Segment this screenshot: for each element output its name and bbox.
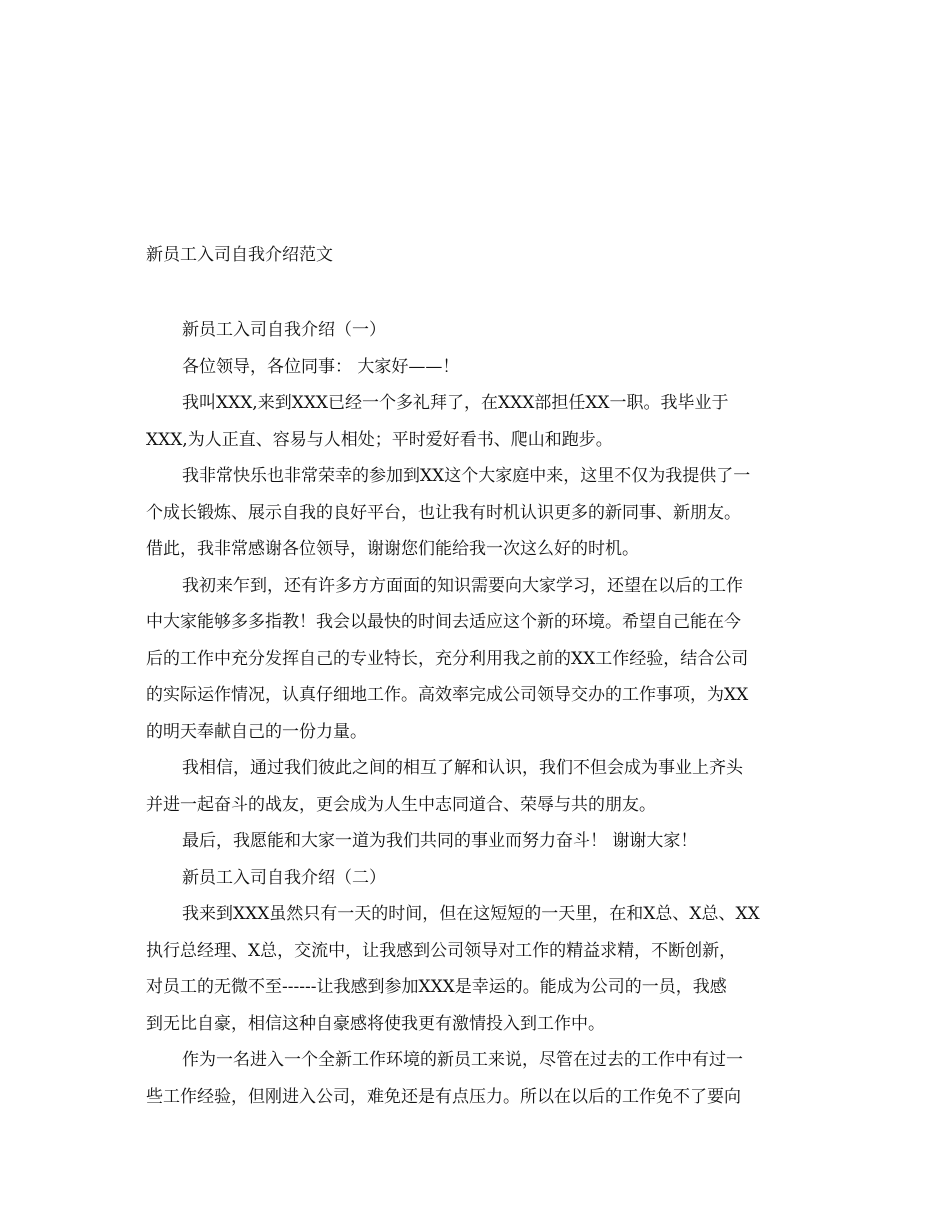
paragraph-line: 最后，我愿能和大家一道为我们共同的事业而努力奋斗！ 谢谢大家！ [182, 831, 698, 851]
paragraph-line: 的实际运作情况，认真仔细地工作。高效率完成公司领导交办的工作事项，为XX [146, 685, 749, 705]
paragraph-line: 我叫XXX,来到XXX已经一个多礼拜了，在XXX部担任XX一职。我毕业于 [182, 393, 729, 413]
paragraph-line: 作为一名进入一个全新工作环境的新员工来说，尽管在过去的工作中有过一 [182, 1050, 743, 1070]
document-body [146, 312, 806, 1115]
paragraph-line: 并进一起奋斗的战友，更会成为人生中志同道合、荣辱与共的朋友。 [146, 794, 656, 815]
paragraph-line: 我相信，通过我们彼此之间的相互了解和认识，我们不但会成为事业上齐头 [182, 758, 743, 778]
paragraph-line: 些工作经验，但刚进入公司，难免还是有点压力。所以在以后的工作免不了要向 [146, 1086, 741, 1107]
paragraph-line: 到无比自豪，相信这种自豪感将使我更有激情投入到工作中。 [146, 1013, 605, 1034]
paragraph-line: 我初来乍到，还有许多方方面面的知识需要向大家学习，还望在以后的工作 [182, 575, 743, 596]
section-heading: 新员工入司自我介绍（二） [182, 867, 386, 888]
paragraph-line: 我来到XXX虽然只有一天的时间，但在这短短的一天里，在和X总、X总、XX [182, 904, 760, 924]
paragraph-line: 我非常快乐也非常荣幸的参加到XX这个大家庭中来，这里不仅为我提供了一 [182, 466, 751, 486]
paragraph-line: XXX,为人正直、容易与人相处；平时爱好看书、爬山和跑步。 [146, 429, 613, 450]
document-title: 新员工入司自我介绍范文 [146, 245, 333, 265]
paragraph-line: 中大家能够多多指教！我会以最快的时间去适应这个新的环境。希望自己能在今 [146, 612, 741, 632]
paragraph-line: 个成长锻炼、展示自我的良好平台，也让我有时机认识更多的新同事、新朋友。 [146, 502, 741, 523]
paragraph-line: 后的工作中充分发挥自己的专业特长，充分利用我之前的XX工作经验，结合公司 [146, 648, 749, 669]
section-heading: 新员工入司自我介绍（一） [182, 320, 386, 340]
paragraph-line: 各位领导，各位同事： 大家好——！ [182, 356, 460, 377]
paragraph-line: 借此，我非常感谢各位领导，谢谢您们能给我一次这么好的时机。 [146, 539, 639, 559]
paragraph-line: 对员工的无微不至------让我感到参加XXX是幸运的。能成为公司的一员，我感 [146, 977, 727, 997]
paragraph-line: 执行总经理、X总，交流中，让我感到公司领导对工作的精益求精，不断创新， [146, 940, 737, 961]
paragraph-line: 的明天奉献自己的一份力量。 [146, 721, 367, 742]
